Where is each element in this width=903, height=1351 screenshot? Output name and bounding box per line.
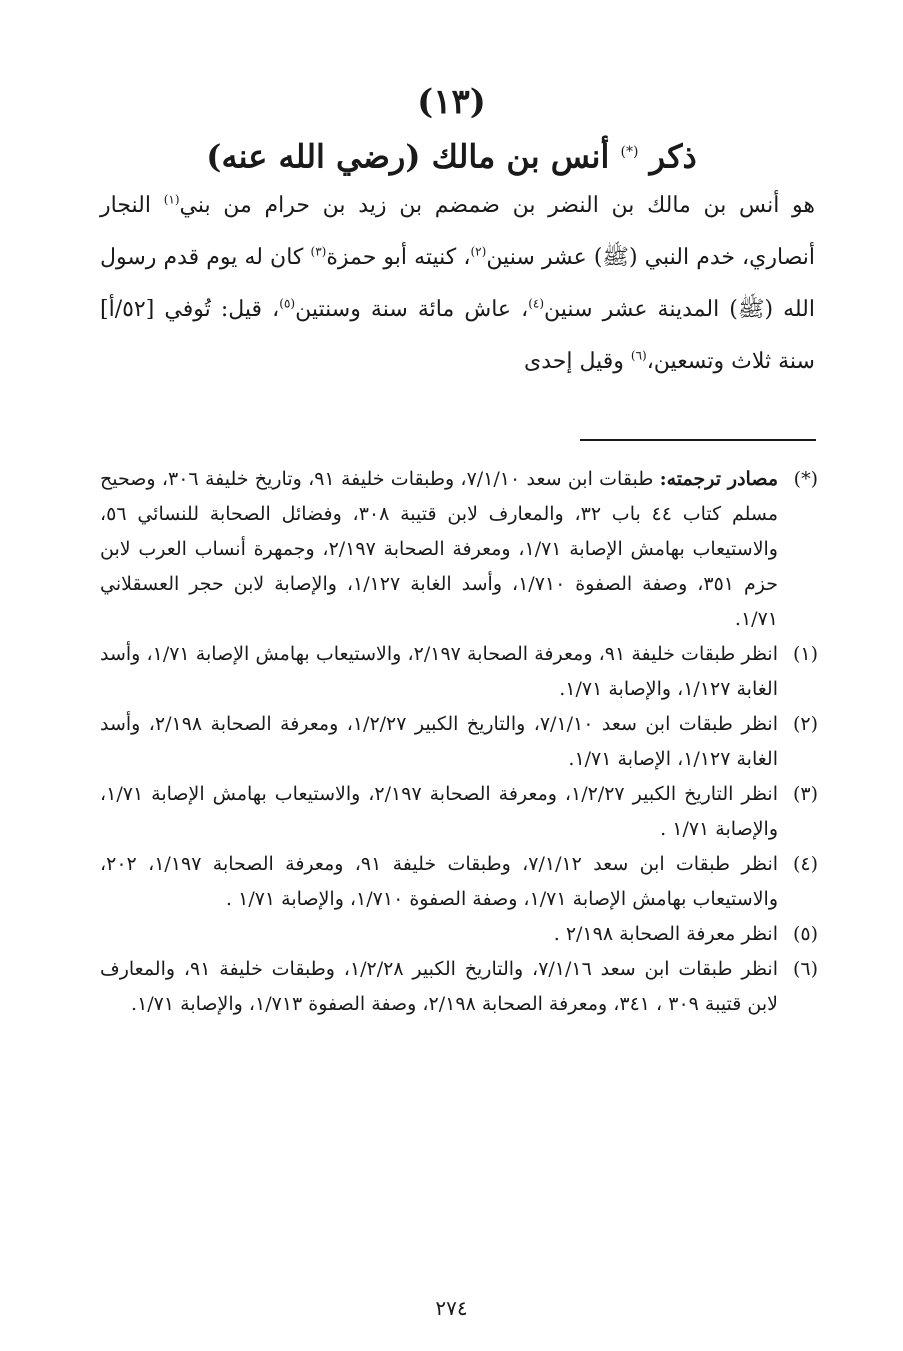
footnote-marker: (*) <box>793 468 818 490</box>
footnote-reference: (٢) <box>470 244 487 259</box>
text-segment: هو أنس بن مالك بن النضر بن ضمضم بن زيد بن حرام من بني <box>179 193 815 218</box>
footnote-text <box>100 777 778 847</box>
footnote-marker: (٤) <box>792 853 818 875</box>
text-segment: ، عاش مائة سنة وسنتين <box>295 297 529 322</box>
footnotes <box>100 462 818 1022</box>
footnote-marker: (٦) <box>792 958 818 980</box>
footnote-text <box>100 847 778 917</box>
footnote-text <box>100 462 778 637</box>
footnote-item <box>100 777 818 847</box>
footnote-label: مصادر ترجمته: <box>659 468 778 490</box>
footnote-item <box>100 917 818 952</box>
text-segment: النجار أنصاري، خدم النبي (ﷺ) عشر سنين <box>100 193 816 270</box>
footnote-item <box>100 952 818 1022</box>
chapter-title-footnote-mark: (*) <box>620 144 639 160</box>
footnote-item <box>100 637 818 707</box>
chapter-title-name: أنس بن مالك (رضي الله عنه) <box>206 137 610 176</box>
footnote-separator <box>580 439 816 441</box>
footnote-reference: (٥) <box>279 296 296 311</box>
chapter-number: (١٣) <box>417 82 486 122</box>
footnote-item <box>100 462 818 637</box>
main-text <box>100 180 815 388</box>
footnote-marker: (١) <box>792 643 818 665</box>
footnote-text <box>100 707 778 777</box>
footnote-body: انظر طبقات ابن سعد ٧/١/١٦، والتاريخ الكبير ١/٢/٢٨، وطبقات خليفة ٩١، والمعارف لابن قتيبة ٣٠٩ ، ٣٤١، ومعرفة الصحابة ٢/١٩٨، وصفة الصفوة ١/٧١٣، والإصابة ١/٧١. <box>100 958 778 1015</box>
footnote-reference: (٤) <box>528 296 545 311</box>
chapter-title-prefix: ذكر <box>649 137 697 176</box>
text-segment: ، قيل: تُوفي [٥٢/أ] سنة ثلاث وتسعين، <box>100 297 815 374</box>
footnote-body: انظر طبقات ابن سعد ٧/١/١٢، وطبقات خليفة ٩١، ومعرفة الصحابة ١/١٩٧، ٢٠٢، والاستيعاب بهامش الإصابة ١/٧١، وصفة الصفوة ١/٧١٠، والإصابة ١/٧١ . <box>100 853 779 910</box>
footnote-body: انظر معرفة الصحابة ٢/١٩٨ . <box>553 923 778 945</box>
footnote-text <box>100 917 778 952</box>
footnote-text <box>100 637 778 707</box>
footnote-item <box>100 847 818 917</box>
footnote-text <box>100 952 778 1022</box>
text-segment: وقيل إحدى <box>523 349 631 374</box>
footnote-reference: (٣) <box>310 244 327 259</box>
page-number: ٢٧٤ <box>435 1296 468 1320</box>
chapter-title <box>0 128 903 181</box>
text-segment: ، كنيته أبو حمزة <box>326 245 471 270</box>
footnote-body: انظر التاريخ الكبير ١/٢/٢٧، ومعرفة الصحابة ٢/١٩٧، والاستيعاب بهامش الإصابة ١/٧١، والإصابة ١/٧١ . <box>100 783 778 840</box>
footnote-body: انظر طبقات خليفة ٩١، ومعرفة الصحابة ٢/١٩٧، والاستيعاب بهامش الإصابة ١/٧١، وأسد الغابة ١/١٢٧، والإصابة ١/٧١. <box>100 643 778 700</box>
text-segment: كان له يوم قدم رسول الله (ﷺ) المدينة عشر سنين <box>100 245 816 322</box>
footnote-reference: (٦) <box>630 348 647 363</box>
footnote-reference: (١) <box>163 192 180 207</box>
footnote-body: طبقات ابن سعد ٧/١/١٠، وطبقات خليفة ٩١، وتاريخ خليفة ٣٠٦، وصحيح مسلم كتاب ٤٤ باب ٣٢، والمعارف لابن قتيبة ٣٠٨، وفضائل الصحابة للنسائي ٥٦، والاستيعاب بهامش الإصابة ١/٧١، ومعرفة الصحابة ٢/١٩٧، وجمهرة أنساب العرب لابن حزم ٣٥١، وصفة الصفوة ١/٧١٠، وأسد الغابة ١/١٢٧، والإصابة لابن حجر العسقلاني ١/٧١. <box>100 468 779 630</box>
footnote-marker: (٥) <box>792 923 818 945</box>
footnote-marker: (٣) <box>792 783 818 805</box>
footnote-body: انظر طبقات ابن سعد ٧/١/١٠، والتاريخ الكبير ١/٢/٢٧، ومعرفة الصحابة ٢/١٩٨، وأسد الغابة ١/١٢٧، الإصابة ١/٧١. <box>100 713 778 770</box>
footnote-marker: (٢) <box>792 713 818 735</box>
footnote-item <box>100 707 818 777</box>
main-paragraph <box>100 180 815 388</box>
